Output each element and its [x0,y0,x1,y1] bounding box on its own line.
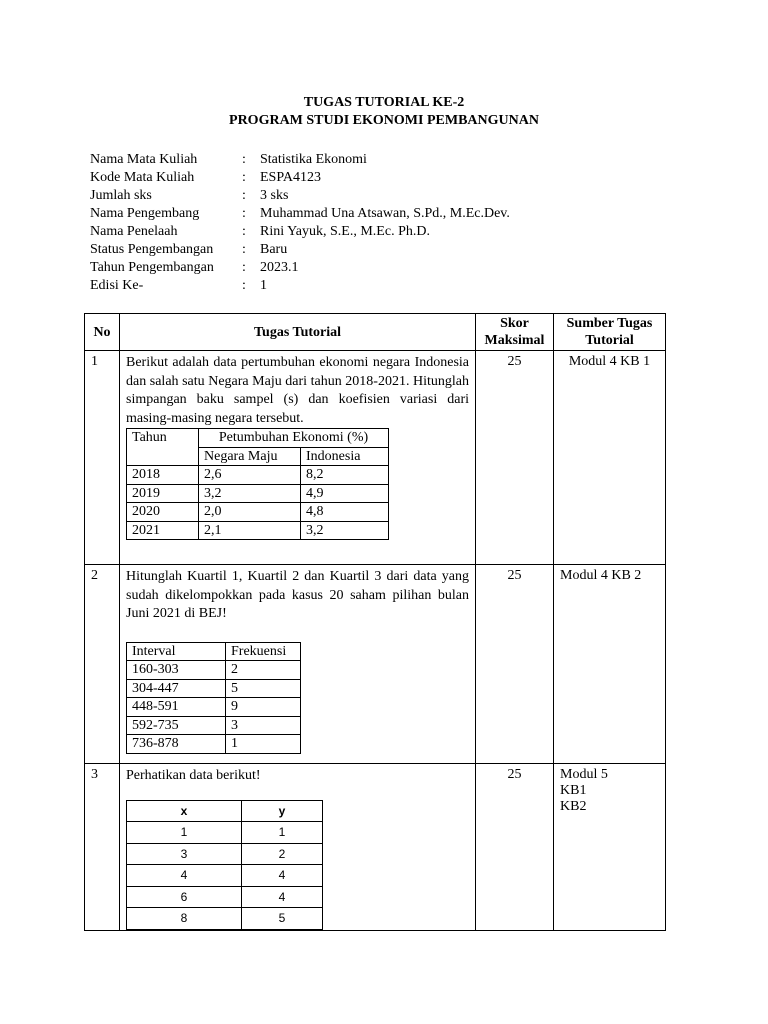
growth-header-indonesia: Indonesia [301,447,389,466]
header-score: Skor Maksimal [476,314,554,351]
task-table-header [85,314,666,351]
frequency-interval: 592-735 [127,716,226,735]
meta-value: 1 [260,278,267,293]
meta-label: Status Pengembangan [90,242,214,257]
meta-row [90,205,580,223]
frequency-value: 3 [226,716,301,735]
frequency-interval: 448-591 [127,698,226,717]
growth-row [127,466,389,485]
source-line: KB1 [560,783,587,798]
xy-header-y: y [242,800,323,822]
growth-row [127,521,389,540]
frequency-value: 9 [226,698,301,717]
xy-y: 5 [242,908,323,930]
meta-row [90,259,580,277]
task-source [554,764,666,931]
meta-value: ESPA4123 [260,170,321,185]
growth-year: 2021 [127,521,199,540]
growth-year: 2020 [127,503,199,522]
growth-indonesia: 4,9 [301,484,389,503]
growth-row [127,503,389,522]
growth-header-year: Tahun [127,429,199,466]
meta-row [90,223,580,241]
task-number: 1 [85,351,120,565]
frequency-row [127,735,301,754]
xy-row [127,886,323,908]
task-number: 2 [85,565,120,764]
frequency-header-interval: Interval [127,642,226,661]
task-score: 25 [476,565,554,764]
meta-value: Muhammad Una Atsawan, S.Pd., M.Ec.Dev. [260,206,510,221]
task-text: Perhatikan data berikut! [126,768,261,783]
page-title: TUGAS TUTORIAL KE-2 [303,95,465,110]
meta-label: Nama Pengembang [90,206,200,221]
meta-colon: : [242,206,246,221]
meta-colon: : [242,224,246,239]
xy-table [126,800,323,930]
xy-y: 4 [242,886,323,908]
frequency-row [127,716,301,735]
page-subtitle: PROGRAM STUDI EKONOMI PEMBANGUNAN [229,113,539,128]
frequency-value: 5 [226,679,301,698]
growth-indonesia: 4,8 [301,503,389,522]
task-source [554,565,666,764]
meta-row [90,241,580,259]
meta-row [90,169,580,187]
frequency-table [126,642,301,754]
header-source: Sumber Tugas Tutorial [554,314,666,351]
task-number: 3 [85,764,120,931]
xy-x: 4 [127,865,242,887]
meta-colon: : [242,278,246,293]
meta-row [90,277,580,295]
meta-value: Statistika Ekonomi [260,152,367,167]
task-score: 25 [476,764,554,931]
task-content [120,565,476,764]
source-line: KB2 [560,799,587,814]
growth-indonesia: 3,2 [301,521,389,540]
task-content [120,764,476,931]
task-row [85,351,666,565]
meta-label: Tahun Pengembangan [90,260,214,275]
xy-y: 2 [242,843,323,865]
meta-value: 3 sks [260,188,289,203]
growth-developed: 2,6 [199,466,301,485]
xy-x: 6 [127,886,242,908]
growth-table-header [127,429,389,448]
source-line: Modul 4 KB 1 [568,354,651,369]
frequency-value: 2 [226,661,301,680]
meta-label: Jumlah sks [90,188,152,203]
growth-developed: 2,1 [199,521,301,540]
meta-value: Baru [260,242,288,257]
frequency-value: 1 [226,735,301,754]
xy-row [127,865,323,887]
task-row [85,565,666,764]
task-content [120,351,476,565]
growth-year: 2019 [127,484,199,503]
meta-colon: : [242,260,246,275]
meta-label: Edisi Ke- [90,278,144,293]
meta-colon: : [242,152,246,167]
xy-row [127,822,323,844]
xy-y: 1 [242,822,323,844]
frequency-row [127,661,301,680]
source-line: Modul 5 [560,767,608,782]
task-score: 25 [476,351,554,565]
meta-value: Rini Yayuk, S.E., M.Ec. Ph.D. [260,224,430,239]
growth-row [127,484,389,503]
task-row [85,764,666,931]
frequency-header-freq: Frekuensi [226,642,301,661]
meta-value: 2023.1 [260,260,299,275]
growth-header-group: Petumbuhan Ekonomi (%) [199,429,389,448]
task-text: Berikut adalah data pertumbuhan ekonomi negara Indonesia dan salah satu Negara Maju dari tahun 2018-2021. Hitunglah simpangan baku sampel (s) dan koefisien variasi dari masing-masing negara tersebut. [126,355,469,426]
meta-colon: : [242,242,246,257]
growth-developed: 2,0 [199,503,301,522]
task-text: Hitunglah Kuartil 1, Kuartil 2 dan Kuartil 3 dari data yang sudah dikelompokkan pada kasus 20 saham pilihan bulan Juni 2021 di BEJ! [126,569,469,621]
meta-row [90,187,580,205]
growth-developed: 3,2 [199,484,301,503]
frequency-row [127,679,301,698]
frequency-interval: 736-878 [127,735,226,754]
xy-y: 4 [242,865,323,887]
meta-colon: : [242,188,246,203]
meta-row [90,151,580,169]
growth-header-developed: Negara Maju [199,447,301,466]
xy-x: 3 [127,843,242,865]
growth-table [126,428,389,540]
xy-x: 1 [127,822,242,844]
meta-colon: : [242,170,246,185]
header-no: No [85,314,120,351]
frequency-interval: 304-447 [127,679,226,698]
xy-table-header [127,800,323,822]
header-task: Tugas Tutorial [120,314,476,351]
meta-label: Nama Mata Kuliah [90,152,198,167]
meta-label: Nama Penelaah [90,224,178,239]
xy-row [127,843,323,865]
frequency-row [127,698,301,717]
source-line: Modul 4 KB 2 [560,568,642,583]
growth-indonesia: 8,2 [301,466,389,485]
xy-x: 8 [127,908,242,930]
frequency-table-header [127,642,301,661]
xy-row [127,908,323,930]
task-source [554,351,666,565]
growth-year: 2018 [127,466,199,485]
frequency-interval: 160-303 [127,661,226,680]
meta-label: Kode Mata Kuliah [90,170,195,185]
xy-header-x: x [127,800,242,822]
course-info [90,151,580,295]
task-table [84,313,666,931]
